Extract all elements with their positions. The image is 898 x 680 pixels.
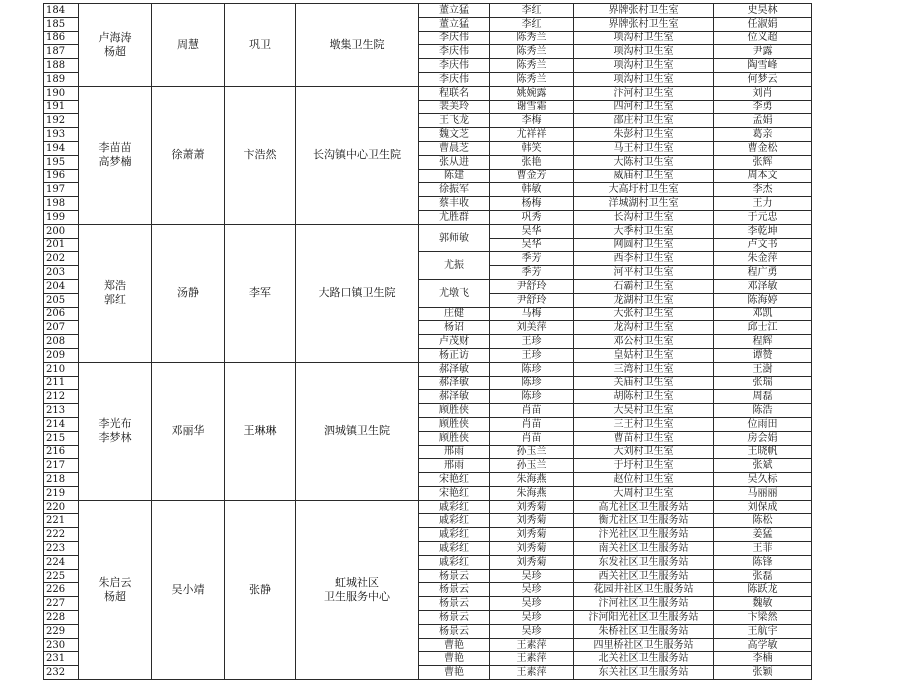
liaison-cell: 肖苗 — [490, 404, 574, 418]
liaison-cell: 刘秀菊 — [490, 514, 574, 528]
village-contact-cell: 徐振军 — [419, 183, 490, 197]
clinic-name-cell: 邓公村卫生室 — [574, 335, 714, 349]
village-contact-cell: 杨景云 — [419, 611, 490, 625]
liaison-cell: 孙玉兰 — [490, 445, 574, 459]
hospital-name-cell — [296, 86, 419, 224]
liaison-cell: 陈珍 — [490, 390, 574, 404]
doctor-cell: 陈海婷 — [714, 293, 812, 307]
row-number: 228 — [44, 611, 79, 625]
county-leader-name: 郭红 — [104, 293, 126, 307]
village-contact-cell: 张从进 — [419, 155, 490, 169]
row-number: 220 — [44, 500, 79, 514]
liaison-cell: 朱海燕 — [490, 473, 574, 487]
liaison-cell: 刘秀菊 — [490, 542, 574, 556]
village-contact-cell: 戚彩红 — [419, 542, 490, 556]
county-leader-name: 李苗苗 — [98, 141, 132, 155]
county-leader-name: 高梦楠 — [98, 155, 132, 169]
doctor-cell: 王菲 — [714, 542, 812, 556]
row-number: 186 — [44, 31, 79, 45]
village-contact-cell: 顾胜侠 — [419, 431, 490, 445]
doctor-cell: 朱金萍 — [714, 252, 812, 266]
doctor-cell: 姜猛 — [714, 528, 812, 542]
doctor-cell: 邱士江 — [714, 321, 812, 335]
clinic-name-cell: 花园井社区卫生服务站 — [574, 583, 714, 597]
hospital-name-cell — [296, 224, 419, 362]
clinic-name-cell: 大陈村卫生室 — [574, 155, 714, 169]
village-contact-cell: 董立猛 — [419, 4, 490, 18]
clinic-name-cell: 西李村卫生室 — [574, 252, 714, 266]
village-contact-cell: 顾胜侠 — [419, 404, 490, 418]
row-number: 219 — [44, 486, 79, 500]
village-contact-cell: 裴美玲 — [419, 100, 490, 114]
liaison-cell: 谢雪霜 — [490, 100, 574, 114]
hospital-contact-cell: 巩卫 — [225, 4, 296, 87]
row-number: 218 — [44, 473, 79, 487]
liaison-cell: 季芳 — [490, 266, 574, 280]
clinic-name-cell: 项沟村卫生室 — [574, 59, 714, 73]
row-number: 198 — [44, 197, 79, 211]
village-contact-cell: 戚彩红 — [419, 528, 490, 542]
clinic-name-cell: 朱彭村卫生室 — [574, 128, 714, 142]
row-number: 208 — [44, 335, 79, 349]
county-leaders-cell — [79, 224, 152, 362]
village-contact-cell: 尤墩飞 — [419, 279, 490, 307]
row-number: 201 — [44, 238, 79, 252]
row-number: 200 — [44, 224, 79, 238]
row-number: 209 — [44, 348, 79, 362]
clinic-name-cell: 石霸村卫生室 — [574, 279, 714, 293]
liaison-cell: 吴珍 — [490, 597, 574, 611]
doctor-cell: 何梦云 — [714, 72, 812, 86]
clinic-name-cell: 大张村卫生室 — [574, 307, 714, 321]
row-number: 197 — [44, 183, 79, 197]
township-leader-cell: 汤静 — [152, 224, 225, 362]
liaison-cell: 韩敏 — [490, 183, 574, 197]
row-number: 230 — [44, 638, 79, 652]
village-contact-cell: 曹艳 — [419, 638, 490, 652]
doctor-cell: 陈松 — [714, 514, 812, 528]
row-number: 221 — [44, 514, 79, 528]
village-contact-cell: 郝泽敏 — [419, 390, 490, 404]
village-contact-cell: 杨诏 — [419, 321, 490, 335]
row-number: 185 — [44, 17, 79, 31]
village-contact-cell: 邢雨 — [419, 445, 490, 459]
liaison-cell: 尹舒玲 — [490, 293, 574, 307]
county-leaders-cell — [79, 500, 152, 679]
clinic-name-cell: 汴光社区卫生服务站 — [574, 528, 714, 542]
doctor-cell: 王晓帆 — [714, 445, 812, 459]
hospital-name-cell — [296, 362, 419, 500]
village-contact-cell: 李庆伟 — [419, 59, 490, 73]
row-number: 199 — [44, 210, 79, 224]
liaison-cell: 韩笑 — [490, 141, 574, 155]
clinic-name-cell: 马王村卫生室 — [574, 141, 714, 155]
doctor-cell: 邓泽敏 — [714, 279, 812, 293]
doctor-cell: 李杰 — [714, 183, 812, 197]
doctor-cell: 张瑞 — [714, 376, 812, 390]
village-contact-cell: 宋艳红 — [419, 473, 490, 487]
row-number: 196 — [44, 169, 79, 183]
liaison-cell: 吴华 — [490, 238, 574, 252]
doctor-cell: 刘保成 — [714, 500, 812, 514]
doctor-cell: 邓凯 — [714, 307, 812, 321]
clinic-name-cell: 长沟村卫生室 — [574, 210, 714, 224]
row-number: 226 — [44, 583, 79, 597]
assignment-table — [43, 3, 812, 680]
row-number: 212 — [44, 390, 79, 404]
doctor-cell: 王澍 — [714, 362, 812, 376]
doctor-cell: 马丽丽 — [714, 486, 812, 500]
row-number: 224 — [44, 555, 79, 569]
hospital-name-line: 墩集卫生院 — [329, 37, 385, 51]
hospital-contact-cell: 张静 — [225, 500, 296, 679]
clinic-name-cell: 威庙村卫生室 — [574, 169, 714, 183]
county-leader-name: 杨超 — [104, 589, 126, 603]
liaison-cell: 朱海燕 — [490, 486, 574, 500]
row-number: 232 — [44, 666, 79, 680]
row-number: 210 — [44, 362, 79, 376]
village-contact-cell: 蔡丰收 — [419, 197, 490, 211]
clinic-name-cell: 大吴村卫生室 — [574, 404, 714, 418]
row-number: 215 — [44, 431, 79, 445]
doctor-cell: 张辉 — [714, 155, 812, 169]
doctor-cell: 程广勇 — [714, 266, 812, 280]
liaison-cell: 陈秀兰 — [490, 31, 574, 45]
township-leader-cell: 周慧 — [152, 4, 225, 87]
county-leaders-cell — [79, 362, 152, 500]
liaison-cell: 吴华 — [490, 224, 574, 238]
village-contact-cell: 邢雨 — [419, 459, 490, 473]
doctor-cell: 陈浩 — [714, 404, 812, 418]
doctor-cell: 葛亲 — [714, 128, 812, 142]
liaison-cell: 陈秀兰 — [490, 59, 574, 73]
hospital-name-line: 长沟镇中心卫生院 — [313, 148, 401, 162]
liaison-cell: 陈珍 — [490, 376, 574, 390]
liaison-cell: 吴珍 — [490, 624, 574, 638]
doctor-cell: 李楠 — [714, 652, 812, 666]
hospital-name-line: 虹城社区 — [335, 575, 379, 589]
row-number: 204 — [44, 279, 79, 293]
hospital-name-line: 泗城镇卫生院 — [324, 424, 390, 438]
county-leader-name: 郑浩 — [104, 279, 126, 293]
clinic-name-cell: 汴河阳光社区卫生服务站 — [574, 611, 714, 625]
doctor-cell: 房会娟 — [714, 431, 812, 445]
liaison-cell: 张艳 — [490, 155, 574, 169]
clinic-name-cell: 于圩村卫生室 — [574, 459, 714, 473]
liaison-cell: 肖苗 — [490, 431, 574, 445]
row-number: 227 — [44, 597, 79, 611]
clinic-name-cell: 网圆村卫生室 — [574, 238, 714, 252]
clinic-name-cell: 东关社区卫生服务站 — [574, 666, 714, 680]
clinic-name-cell: 龙湖村卫生室 — [574, 293, 714, 307]
doctor-cell: 尹露 — [714, 45, 812, 59]
clinic-name-cell: 界牌张村卫生室 — [574, 4, 714, 18]
clinic-name-cell: 朱桥社区卫生服务站 — [574, 624, 714, 638]
village-contact-cell: 李庆伟 — [419, 31, 490, 45]
liaison-cell: 陈秀兰 — [490, 72, 574, 86]
village-contact-cell: 王飞龙 — [419, 114, 490, 128]
village-contact-cell: 卢茂财 — [419, 335, 490, 349]
clinic-name-cell: 邵庄村卫生室 — [574, 114, 714, 128]
doctor-cell: 程辉 — [714, 335, 812, 349]
row-number: 207 — [44, 321, 79, 335]
clinic-name-cell: 高尤社区卫生服务站 — [574, 500, 714, 514]
doctor-cell: 魏敏 — [714, 597, 812, 611]
clinic-name-cell: 曹苗村卫生室 — [574, 431, 714, 445]
doctor-cell: 位雨田 — [714, 417, 812, 431]
liaison-cell: 季芳 — [490, 252, 574, 266]
township-leader-cell: 徐萧萧 — [152, 86, 225, 224]
row-number: 191 — [44, 100, 79, 114]
liaison-cell: 李红 — [490, 4, 574, 18]
village-contact-cell: 程联名 — [419, 86, 490, 100]
row-number: 211 — [44, 376, 79, 390]
doctor-cell: 高学敏 — [714, 638, 812, 652]
clinic-name-cell: 项沟村卫生室 — [574, 31, 714, 45]
clinic-name-cell: 东发社区卫生服务站 — [574, 555, 714, 569]
village-contact-cell: 杨景云 — [419, 597, 490, 611]
clinic-name-cell: 项沟村卫生室 — [574, 72, 714, 86]
doctor-cell: 位义超 — [714, 31, 812, 45]
village-contact-cell: 曹艳 — [419, 666, 490, 680]
row-number: 203 — [44, 266, 79, 280]
hospital-contact-cell: 李军 — [225, 224, 296, 362]
village-contact-cell: 李庆伟 — [419, 72, 490, 86]
row-number: 231 — [44, 652, 79, 666]
doctor-cell: 谭赞 — [714, 348, 812, 362]
clinic-name-cell: 皇姑村卫生室 — [574, 348, 714, 362]
village-contact-cell: 杨正访 — [419, 348, 490, 362]
village-contact-cell: 杨景云 — [419, 624, 490, 638]
county-leader-name: 杨超 — [104, 44, 126, 58]
doctor-cell: 刘肖 — [714, 86, 812, 100]
clinic-name-cell: 北关社区卫生服务站 — [574, 652, 714, 666]
row-number: 194 — [44, 141, 79, 155]
doctor-cell: 张磊 — [714, 569, 812, 583]
table-row — [44, 224, 812, 238]
doctor-cell: 王航宇 — [714, 624, 812, 638]
liaison-cell: 王素萍 — [490, 652, 574, 666]
county-leader-name: 李梦林 — [98, 431, 132, 445]
clinic-name-cell: 项沟村卫生室 — [574, 45, 714, 59]
liaison-cell: 尹舒玲 — [490, 279, 574, 293]
liaison-cell: 刘秀菊 — [490, 500, 574, 514]
doctor-cell: 王力 — [714, 197, 812, 211]
hospital-name-line: 卫生服务中心 — [324, 589, 390, 603]
liaison-cell: 马梅 — [490, 307, 574, 321]
doctor-cell: 卢文书 — [714, 238, 812, 252]
clinic-name-cell: 界牌张村卫生室 — [574, 17, 714, 31]
row-number: 187 — [44, 45, 79, 59]
row-number: 189 — [44, 72, 79, 86]
hospital-name-line: 大路口镇卫生院 — [318, 286, 396, 300]
clinic-name-cell: 胡陈村卫生室 — [574, 390, 714, 404]
row-number: 229 — [44, 624, 79, 638]
village-contact-cell: 戚彩红 — [419, 514, 490, 528]
doctor-cell: 张斌 — [714, 459, 812, 473]
clinic-name-cell: 四河村卫生室 — [574, 100, 714, 114]
clinic-name-cell: 龙沟村卫生室 — [574, 321, 714, 335]
village-contact-cell: 杨景云 — [419, 583, 490, 597]
doctor-cell: 史昊林 — [714, 4, 812, 18]
liaison-cell: 陈珍 — [490, 362, 574, 376]
doctor-cell: 于元忠 — [714, 210, 812, 224]
hospital-name-cell — [296, 500, 419, 679]
clinic-name-cell: 赵位村卫生室 — [574, 473, 714, 487]
row-number: 195 — [44, 155, 79, 169]
hospital-contact-cell: 王琳琳 — [225, 362, 296, 500]
village-contact-cell: 李庆伟 — [419, 45, 490, 59]
liaison-cell: 吴珍 — [490, 569, 574, 583]
row-number: 190 — [44, 86, 79, 100]
row-number: 216 — [44, 445, 79, 459]
row-number: 202 — [44, 252, 79, 266]
doctor-cell: 张颖 — [714, 666, 812, 680]
clinic-name-cell: 关庙村卫生室 — [574, 376, 714, 390]
liaison-cell: 王珍 — [490, 335, 574, 349]
row-number: 214 — [44, 417, 79, 431]
row-number: 206 — [44, 307, 79, 321]
row-number: 217 — [44, 459, 79, 473]
village-contact-cell: 宋艳红 — [419, 486, 490, 500]
liaison-cell: 吴珍 — [490, 583, 574, 597]
table-row — [44, 4, 812, 18]
village-contact-cell: 陈建 — [419, 169, 490, 183]
village-contact-cell: 郝泽敏 — [419, 362, 490, 376]
clinic-name-cell: 汴河社区卫生服务站 — [574, 597, 714, 611]
liaison-cell: 刘美萍 — [490, 321, 574, 335]
county-leader-name: 卢海涛 — [98, 30, 132, 44]
row-number: 222 — [44, 528, 79, 542]
clinic-name-cell: 三湾村卫生室 — [574, 362, 714, 376]
row-number: 184 — [44, 4, 79, 18]
county-leader-name: 朱启云 — [98, 575, 132, 589]
county-leader-name: 李光布 — [98, 417, 132, 431]
doctor-cell: 吴久标 — [714, 473, 812, 487]
hospital-contact-cell: 卞浩然 — [225, 86, 296, 224]
doctor-cell: 陈锋 — [714, 555, 812, 569]
table-row — [44, 86, 812, 100]
liaison-cell: 刘秀菊 — [490, 555, 574, 569]
liaison-cell: 尤祥祥 — [490, 128, 574, 142]
row-number: 188 — [44, 59, 79, 73]
township-leader-cell: 吴小靖 — [152, 500, 225, 679]
liaison-cell: 巩秀 — [490, 210, 574, 224]
clinic-name-cell: 大高圩村卫生室 — [574, 183, 714, 197]
clinic-name-cell: 西关社区卫生服务站 — [574, 569, 714, 583]
row-number: 192 — [44, 114, 79, 128]
table-row — [44, 500, 812, 514]
clinic-name-cell: 大季村卫生室 — [574, 224, 714, 238]
village-contact-cell: 戚彩红 — [419, 555, 490, 569]
clinic-name-cell: 汴河村卫生室 — [574, 86, 714, 100]
clinic-name-cell: 洋城湖村卫生室 — [574, 197, 714, 211]
village-contact-cell: 魏文芝 — [419, 128, 490, 142]
village-contact-cell: 戚彩红 — [419, 500, 490, 514]
village-contact-cell: 顾胜侠 — [419, 417, 490, 431]
liaison-cell: 吴珍 — [490, 611, 574, 625]
clinic-name-cell: 大刘村卫生室 — [574, 445, 714, 459]
doctor-cell: 李乾坤 — [714, 224, 812, 238]
liaison-cell: 曹金芳 — [490, 169, 574, 183]
liaison-cell: 姚婉露 — [490, 86, 574, 100]
county-leaders-cell — [79, 86, 152, 224]
row-number: 193 — [44, 128, 79, 142]
liaison-cell: 李红 — [490, 17, 574, 31]
village-contact-cell: 尤胜群 — [419, 210, 490, 224]
village-contact-cell: 曹艳 — [419, 652, 490, 666]
liaison-cell: 肖苗 — [490, 417, 574, 431]
clinic-name-cell: 衡尤社区卫生服务站 — [574, 514, 714, 528]
doctor-cell: 孟娟 — [714, 114, 812, 128]
liaison-cell: 王珍 — [490, 348, 574, 362]
hospital-name-cell — [296, 4, 419, 87]
clinic-name-cell: 三王村卫生室 — [574, 417, 714, 431]
doctor-cell: 李勇 — [714, 100, 812, 114]
village-contact-cell: 董立猛 — [419, 17, 490, 31]
doctor-cell: 卞梁然 — [714, 611, 812, 625]
village-contact-cell: 曹晨芝 — [419, 141, 490, 155]
village-contact-cell: 郝泽敏 — [419, 376, 490, 390]
liaison-cell: 孙玉兰 — [490, 459, 574, 473]
liaison-cell: 陈秀兰 — [490, 45, 574, 59]
village-contact-cell: 尤振 — [419, 252, 490, 280]
clinic-name-cell: 四里桥社区卫生服务站 — [574, 638, 714, 652]
clinic-name-cell: 南关社区卫生服务站 — [574, 542, 714, 556]
row-number: 213 — [44, 404, 79, 418]
village-contact-cell: 郭师敏 — [419, 224, 490, 252]
clinic-name-cell: 大周村卫生室 — [574, 486, 714, 500]
township-leader-cell: 邓丽华 — [152, 362, 225, 500]
doctor-cell: 周本文 — [714, 169, 812, 183]
village-contact-cell: 杨景云 — [419, 569, 490, 583]
doctor-cell: 任淑娟 — [714, 17, 812, 31]
row-number: 205 — [44, 293, 79, 307]
row-number: 225 — [44, 569, 79, 583]
doctor-cell: 曹金松 — [714, 141, 812, 155]
doctor-cell: 周磊 — [714, 390, 812, 404]
row-number: 223 — [44, 542, 79, 556]
village-contact-cell: 庄健 — [419, 307, 490, 321]
table-row — [44, 362, 812, 376]
county-leaders-cell — [79, 4, 152, 87]
doctor-cell: 陶雪峰 — [714, 59, 812, 73]
liaison-cell: 杨梅 — [490, 197, 574, 211]
liaison-cell: 王素萍 — [490, 638, 574, 652]
doctor-cell: 陈跃龙 — [714, 583, 812, 597]
liaison-cell: 刘秀菊 — [490, 528, 574, 542]
clinic-name-cell: 河平村卫生室 — [574, 266, 714, 280]
liaison-cell: 李梅 — [490, 114, 574, 128]
liaison-cell: 王素萍 — [490, 666, 574, 680]
